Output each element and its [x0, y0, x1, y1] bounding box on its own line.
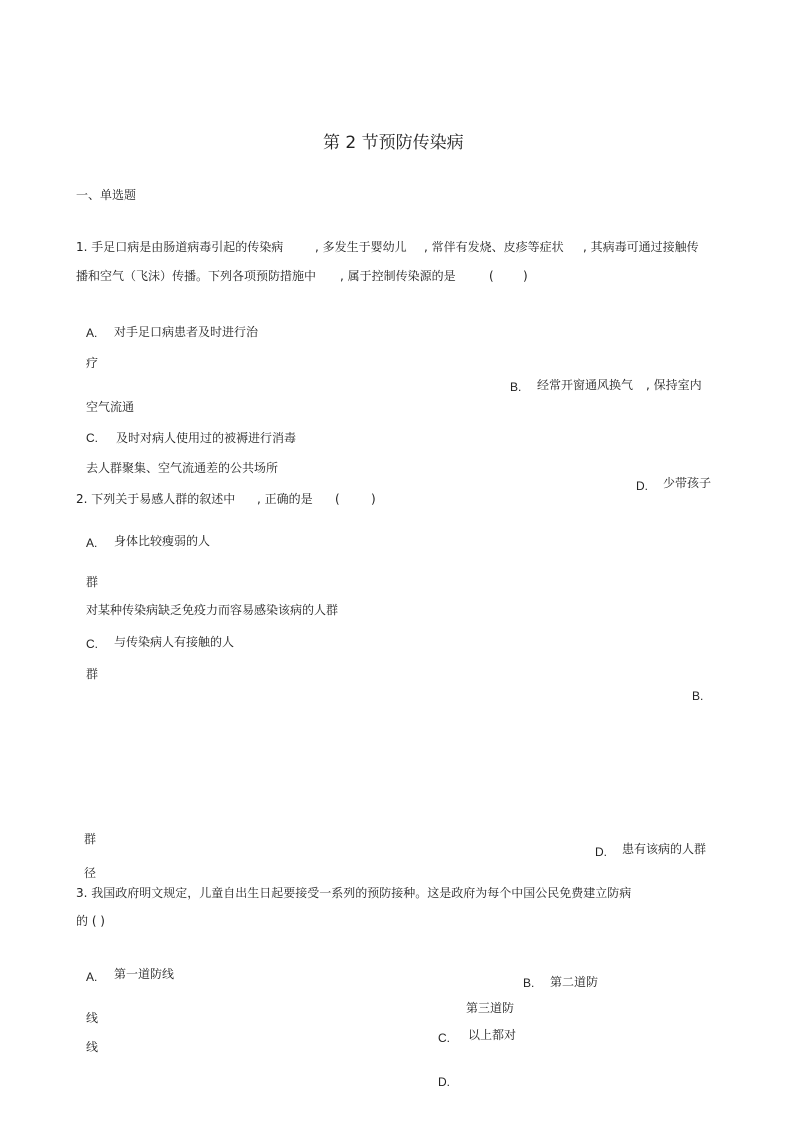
q2-option-c-wrap: 群 — [86, 667, 99, 681]
q3-option-d-letter[interactable]: D. — [438, 1075, 450, 1089]
q1-option-a-wrap: 疗 — [86, 356, 99, 370]
q3-option-a-letter[interactable]: A. — [86, 970, 98, 984]
q3-option-a-wrap: 线 — [86, 1011, 99, 1025]
q1-option-c-text[interactable]: 及时对病人使用过的被褥进行消毒 — [116, 431, 297, 445]
q2-option-d-letter[interactable]: D. — [595, 845, 607, 859]
q3-option-c-letter[interactable]: C. — [438, 1031, 450, 1045]
q1-paren-open: ( — [489, 269, 494, 283]
page-title: 第 2 节预防传染病 — [323, 133, 464, 153]
q3-text-line1: 3. 我国政府明文规定，儿童自出生日起要接受一系列的预防接种。这是政府为每个中国公民免费建立防病 — [76, 886, 632, 900]
q1-text-part2: , 多发生于婴幼儿 — [315, 240, 407, 254]
q2-stray-text-2: 径 — [84, 866, 97, 880]
q3-option-c-text[interactable]: 以上都对 — [468, 1028, 517, 1042]
q1-option-c-letter[interactable]: C. — [86, 431, 98, 445]
q1-text-part3: , 常伴有发烧、皮疹等症状 — [424, 240, 564, 254]
q3-text-line2: 的 ( ) — [76, 914, 105, 928]
q1-option-b-text[interactable]: 经常开窗通风换气 — [537, 378, 634, 392]
q2-option-d-text[interactable]: 患有该病的人群 — [622, 842, 707, 856]
q2-option-c-text[interactable]: 与传染病人有接触的人 — [114, 635, 235, 649]
section-heading: 一、单选题 — [76, 188, 137, 202]
q2-paren-close: ) — [371, 492, 376, 506]
q2-option-b-text[interactable]: 对某种传染病缺乏免疫力而容易感染该病的人群 — [86, 603, 339, 617]
q2-stray-text-1: 群 — [84, 832, 97, 846]
q1-option-a-text[interactable]: 对手足口病患者及时进行治 — [114, 325, 259, 339]
q3-option-c-above: 第三道防 — [466, 1001, 515, 1015]
q2-option-c-letter[interactable]: C. — [86, 637, 98, 651]
q1-option-a-letter[interactable]: A. — [86, 326, 98, 340]
q2-option-a-letter[interactable]: A. — [86, 536, 98, 550]
q1-text-part5: 播和空气（飞沫）传播。下列各项预防措施中 — [76, 269, 317, 283]
q2-option-a-wrap: 群 — [86, 575, 99, 589]
q1-option-d-wrap: 去人群聚集、空气流通差的公共场所 — [86, 461, 279, 475]
q1-option-b-text2: , 保持室内 — [646, 378, 702, 392]
q2-text-part1: 2. 下列关于易感人群的叙述中 — [76, 492, 236, 506]
q1-option-b-wrap: 空气流通 — [86, 400, 135, 414]
q1-text-part6: , 属于控制传染源的是 — [340, 269, 456, 283]
q1-paren-close: ) — [523, 269, 528, 283]
q3-option-a-text[interactable]: 第一道防线 — [114, 967, 175, 981]
q3-option-b-wrap: 线 — [86, 1040, 99, 1054]
q1-option-d-letter[interactable]: D. — [636, 479, 648, 493]
q1-text-part1: 1. 手足口病是由肠道病毒引起的传染病 — [76, 240, 284, 254]
q1-text-part4: , 其病毒可通过接触传 — [583, 240, 699, 254]
q2-option-a-text[interactable]: 身体比较瘦弱的人 — [114, 534, 211, 548]
q1-option-b-letter[interactable]: B. — [510, 380, 522, 394]
q1-option-d-text[interactable]: 少带孩子 — [663, 476, 712, 490]
q2-paren-open: ( — [335, 492, 340, 506]
q3-option-b-letter[interactable]: B. — [523, 976, 535, 990]
q2-text-part2: , 正确的是 — [257, 492, 313, 506]
q3-option-b-text[interactable]: 第二道防 — [550, 975, 599, 989]
q2-option-b-letter[interactable]: B. — [692, 689, 704, 703]
